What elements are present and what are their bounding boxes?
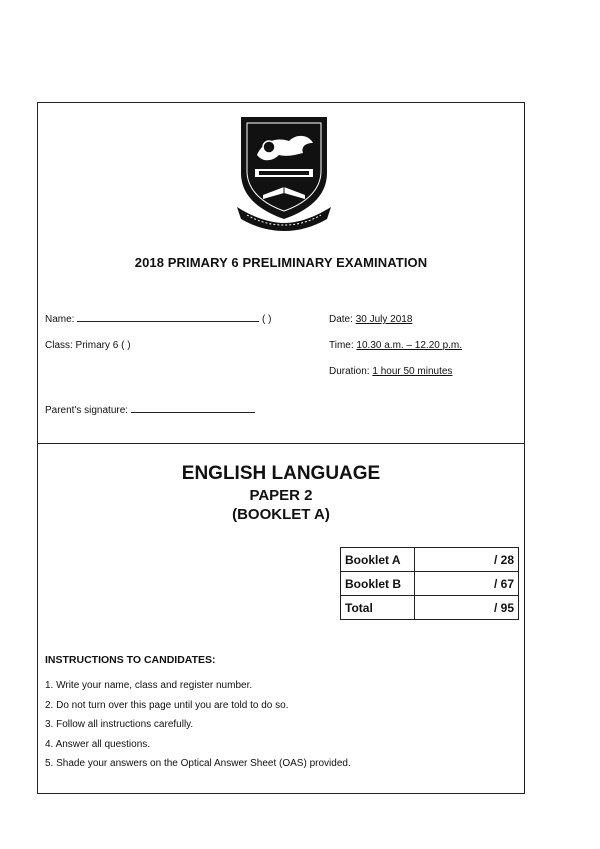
- instruction-item: 4. Answer all questions.: [45, 738, 151, 750]
- score-label: Booklet B: [341, 572, 415, 596]
- score-label: Total: [341, 596, 415, 620]
- class-label: Class: Primary 6 ( ): [45, 340, 131, 351]
- booklet-label: (BOOKLET A): [232, 506, 330, 523]
- duration-field: [329, 366, 452, 377]
- paper-number: PAPER 2: [249, 487, 313, 504]
- name-field: [45, 314, 271, 325]
- instruction-item: 1. Write your name, class and register number.: [45, 680, 253, 691]
- section-divider: [38, 443, 524, 444]
- date-label: Date:: [329, 314, 353, 325]
- score-table: [340, 547, 519, 620]
- score-row: [341, 548, 519, 572]
- score-value: / 28: [415, 548, 519, 572]
- instruction-item: 3. Follow all instructions carefully.: [45, 719, 194, 730]
- signature-line: [131, 412, 255, 413]
- time-field: [329, 340, 462, 351]
- score-label: Booklet A: [341, 548, 415, 572]
- exam-cover-frame: [37, 102, 525, 794]
- name-label: Name:: [45, 314, 75, 325]
- parent-signature-label: Parent's signature:: [45, 405, 129, 416]
- score-row: [341, 596, 519, 620]
- duration-label: Duration:: [329, 366, 370, 377]
- instruction-item: 5. Shade your answers on the Optical Answer Sheet (OAS) provided.: [45, 758, 351, 769]
- parent-signature-field: [45, 405, 255, 416]
- subject-title: ENGLISH LANGUAGE: [181, 463, 381, 484]
- exam-title: 2018 PRIMARY 6 PRELIMINARY EXAMINATION: [134, 255, 428, 270]
- school-crest-icon: [233, 111, 335, 231]
- instructions-heading: INSTRUCTIONS TO CANDIDATES:: [45, 654, 216, 666]
- score-value: / 67: [415, 572, 519, 596]
- time-label: Time:: [329, 340, 354, 351]
- name-line: [77, 321, 259, 322]
- date-field: [329, 314, 412, 325]
- score-value: / 95: [415, 596, 519, 620]
- instruction-item: 2. Do not turn over this page until you are told to do so.: [45, 699, 289, 711]
- register-number-paren: ( ): [262, 314, 272, 325]
- duration-value: 1 hour 50 minutes: [372, 366, 453, 377]
- date-value: 30 July 2018: [355, 314, 413, 325]
- score-row: [341, 572, 519, 596]
- instructions-list: [45, 680, 351, 778]
- time-value: 10.30 a.m. – 12.20 p.m.: [356, 340, 463, 351]
